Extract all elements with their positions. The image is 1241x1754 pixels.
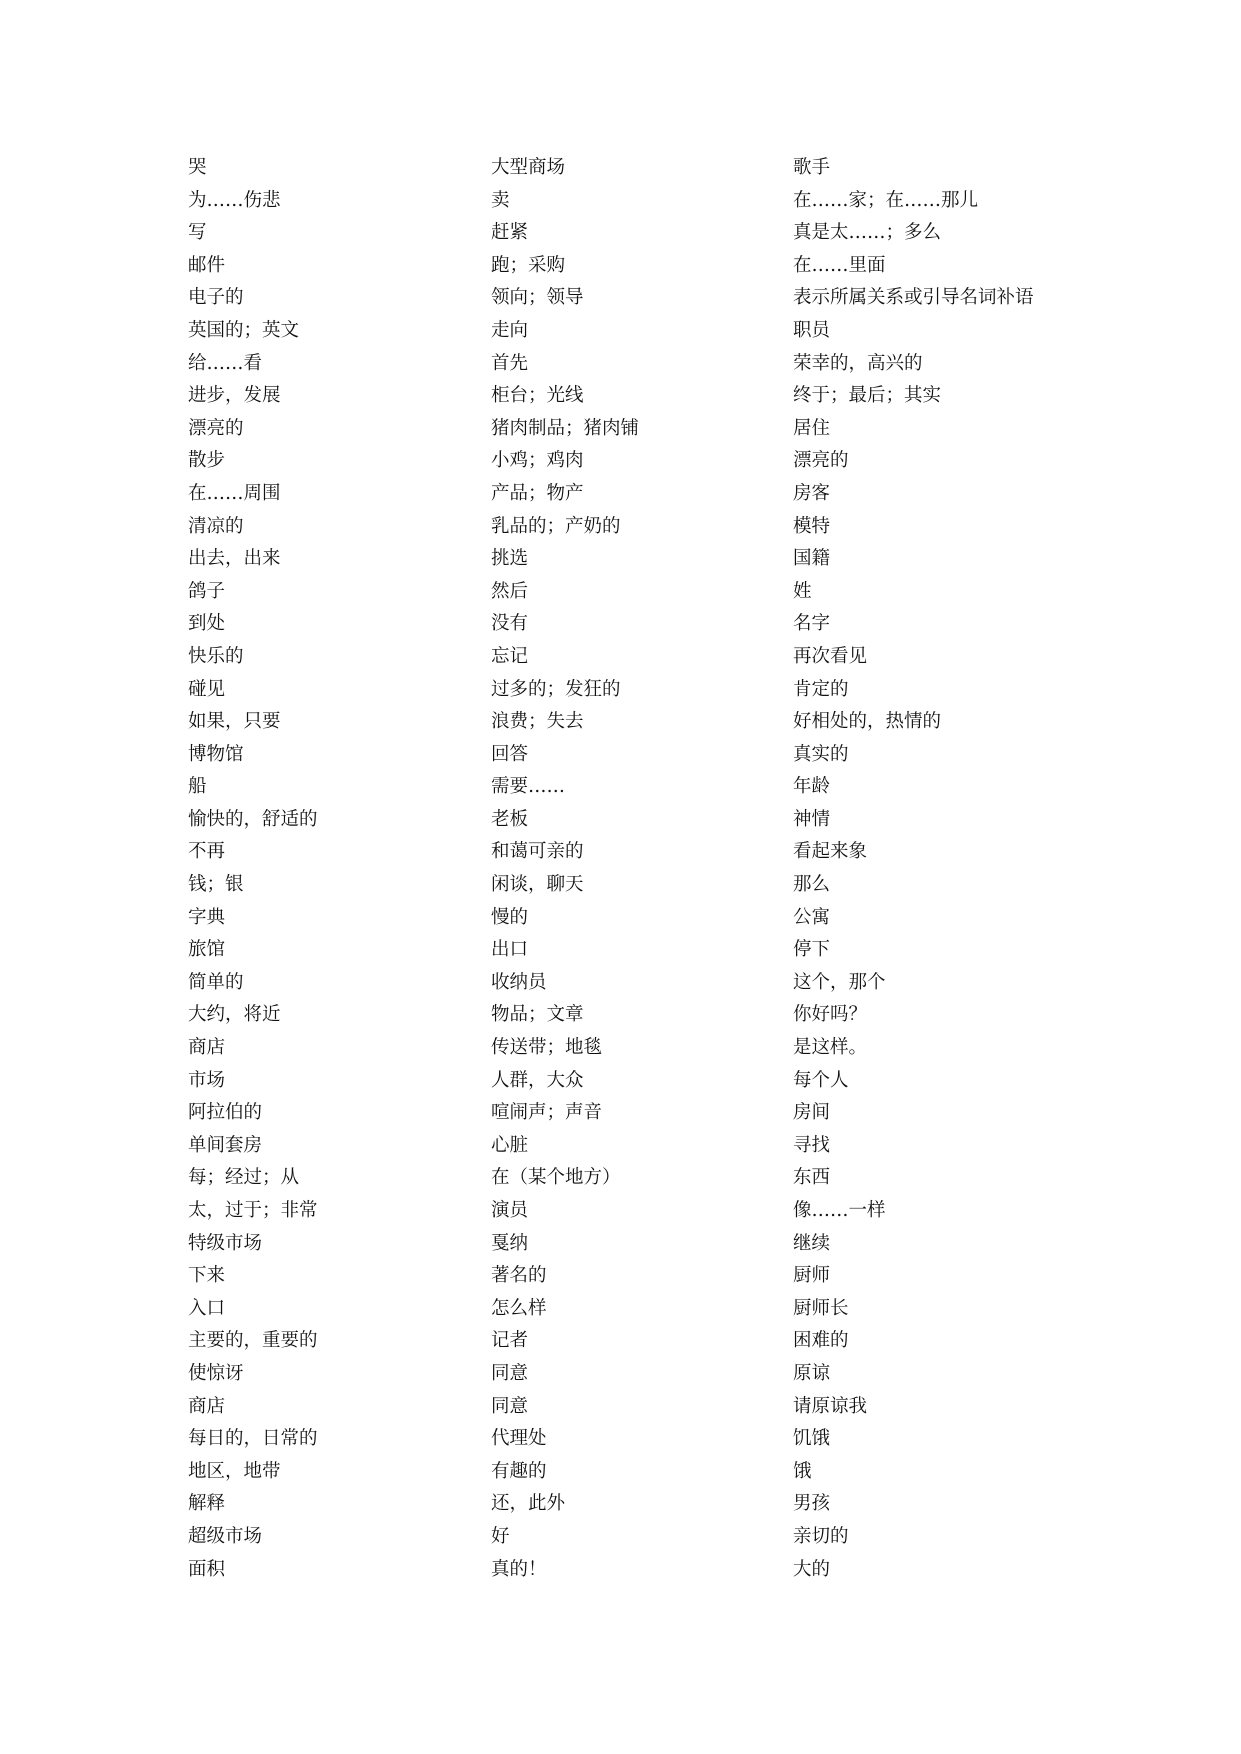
vocabulary-entry: 好相处的，热情的 xyxy=(793,711,942,733)
vocabulary-entry: 漂亮的 xyxy=(188,417,244,439)
vocabulary-entry: 柜台；光线 xyxy=(491,385,584,407)
vocabulary-entry: 你好吗？ xyxy=(793,1004,868,1026)
vocabulary-entry: 碰见 xyxy=(188,678,226,700)
vocabulary-entry: 喧闹声；声音 xyxy=(491,1102,603,1124)
vocabulary-entry: 猪肉制品；猪肉铺 xyxy=(491,417,640,439)
vocabulary-entry: 然后 xyxy=(491,580,529,602)
vocabulary-entry: 不再 xyxy=(188,841,226,863)
vocabulary-entry: 神情 xyxy=(793,808,831,830)
vocabulary-entry: 继续 xyxy=(793,1232,831,1254)
vocabulary-entry: 商店 xyxy=(188,1395,226,1417)
vocabulary-entry: 好 xyxy=(491,1525,510,1547)
vocabulary-entry: 在……家；在……那儿 xyxy=(793,189,979,211)
vocabulary-entry: 乳品的；产奶的 xyxy=(491,515,621,537)
vocabulary-entry: 公寓 xyxy=(793,906,831,928)
vocabulary-entry: 厨师长 xyxy=(793,1297,849,1319)
vocabulary-entry: 跑；采购 xyxy=(491,254,566,276)
vocabulary-entry: 太，过于；非常 xyxy=(188,1200,318,1221)
vocabulary-entry: 每个人 xyxy=(793,1069,849,1091)
vocabulary-entry: 厨师 xyxy=(793,1265,831,1287)
vocabulary-entry: 慢的 xyxy=(491,906,529,928)
vocabulary-entry: 男孩 xyxy=(793,1493,831,1515)
vocabulary-entry: 代理处 xyxy=(491,1428,547,1450)
vocabulary-entry: 旅馆 xyxy=(188,939,226,961)
vocabulary-entry: 主要的，重要的 xyxy=(188,1330,318,1352)
vocabulary-column-1 xyxy=(188,152,458,1586)
vocabulary-entry: 下来 xyxy=(188,1265,226,1287)
vocabulary-entry: 请原谅我 xyxy=(793,1395,868,1417)
vocabulary-entry: 需要…… xyxy=(491,776,566,798)
vocabulary-entry: 人群，大众 xyxy=(491,1069,584,1091)
vocabulary-entry: 使惊讶 xyxy=(188,1362,244,1384)
vocabulary-entry: 单间套房 xyxy=(188,1134,263,1156)
vocabulary-entry: 饥饿 xyxy=(793,1428,831,1450)
vocabulary-entry: 地区，地带 xyxy=(188,1460,281,1482)
vocabulary-entry: 歌手 xyxy=(793,157,831,178)
vocabulary-entry: 这个，那个 xyxy=(793,971,886,993)
vocabulary-entry: 荣幸的，高兴的 xyxy=(793,352,923,374)
vocabulary-entry: 出去，出来 xyxy=(188,548,281,570)
vocabulary-entry: 物品；文章 xyxy=(491,1004,584,1026)
vocabulary-entry: 漂亮的 xyxy=(793,450,849,472)
vocabulary-entry: 进步，发展 xyxy=(188,385,281,407)
vocabulary-entry: 快乐的 xyxy=(188,645,244,667)
vocabulary-entry: 每日的，日常的 xyxy=(188,1428,318,1450)
vocabulary-entry: 和蔼可亲的 xyxy=(491,841,584,863)
vocabulary-entry: 亲切的 xyxy=(793,1525,849,1547)
vocabulary-entry: 没有 xyxy=(491,613,529,635)
vocabulary-entry: 大的 xyxy=(793,1558,831,1580)
vocabulary-entry: 模特 xyxy=(793,515,831,537)
vocabulary-entry: 肯定的 xyxy=(793,678,849,700)
vocabulary-entry: 领向；领导 xyxy=(491,287,584,309)
vocabulary-entry: 解释 xyxy=(188,1493,226,1515)
vocabulary-entry: 像……一样 xyxy=(793,1200,886,1221)
vocabulary-entry: 邮件 xyxy=(188,254,226,276)
vocabulary-entry: 真实的 xyxy=(793,743,849,765)
vocabulary-entry: 困难的 xyxy=(793,1330,849,1352)
vocabulary-entry: 在……周围 xyxy=(188,482,281,504)
vocabulary-entry: 清凉的 xyxy=(188,515,244,537)
vocabulary-entry: 过多的；发狂的 xyxy=(491,678,621,700)
vocabulary-entry: 回答 xyxy=(491,743,529,765)
vocabulary-entry: 散步 xyxy=(188,450,226,472)
vocabulary-entry: 博物馆 xyxy=(188,743,244,765)
vocabulary-entry: 给……看 xyxy=(188,352,263,374)
vocabulary-entry: 年龄 xyxy=(793,776,831,798)
vocabulary-entry: 终于；最后；其实 xyxy=(793,385,942,407)
vocabulary-entry: 特级市场 xyxy=(188,1232,263,1254)
vocabulary-entry: 卖 xyxy=(491,189,510,211)
vocabulary-entry: 那么 xyxy=(793,874,831,896)
vocabulary-entry: 到处 xyxy=(188,613,226,635)
vocabulary-entry: 老板 xyxy=(491,808,529,830)
vocabulary-entry: 怎么样 xyxy=(491,1297,547,1319)
vocabulary-entry: 走向 xyxy=(491,319,529,341)
vocabulary-entry: 是这样。 xyxy=(793,1037,868,1059)
vocabulary-entry: 还，此外 xyxy=(491,1493,566,1515)
vocabulary-entry: 赶紧 xyxy=(491,222,529,244)
vocabulary-entry: 为……伤悲 xyxy=(188,189,281,211)
vocabulary-entry: 真的！ xyxy=(491,1558,547,1580)
vocabulary-entry: 愉快的，舒适的 xyxy=(188,808,318,830)
vocabulary-entry: 字典 xyxy=(188,906,226,928)
vocabulary-entry: 在（某个地方） xyxy=(491,1167,621,1189)
vocabulary-entry: 鸽子 xyxy=(188,580,226,602)
vocabulary-entry: 东西 xyxy=(793,1167,831,1189)
vocabulary-entry: 出口 xyxy=(491,939,529,961)
vocabulary-entry: 每；经过；从 xyxy=(188,1167,300,1189)
vocabulary-entry: 入口 xyxy=(188,1297,226,1319)
vocabulary-entry: 国籍 xyxy=(793,548,831,570)
vocabulary-entry: 原谅 xyxy=(793,1362,831,1384)
vocabulary-entry: 姓 xyxy=(793,580,812,602)
vocabulary-entry: 市场 xyxy=(188,1069,226,1091)
vocabulary-entry: 小鸡；鸡肉 xyxy=(491,450,584,472)
vocabulary-entry: 表示所属关系或引导名词补语 xyxy=(793,287,1034,309)
vocabulary-entry: 电子的 xyxy=(188,287,244,309)
vocabulary-entry: 面积 xyxy=(188,1558,226,1580)
vocabulary-entry: 如果，只要 xyxy=(188,711,281,733)
vocabulary-entry: 心脏 xyxy=(491,1134,529,1156)
vocabulary-entry: 再次看见 xyxy=(793,645,868,667)
vocabulary-entry: 演员 xyxy=(491,1200,529,1221)
vocabulary-entry: 收纳员 xyxy=(491,971,547,993)
vocabulary-entry: 闲谈，聊天 xyxy=(491,874,584,896)
vocabulary-entry: 著名的 xyxy=(491,1265,547,1287)
vocabulary-entry: 写 xyxy=(188,222,207,244)
vocabulary-entry: 停下 xyxy=(793,939,831,961)
vocabulary-entry: 记者 xyxy=(491,1330,529,1352)
vocabulary-entry: 名字 xyxy=(793,613,831,635)
vocabulary-entry: 有趣的 xyxy=(491,1460,547,1482)
vocabulary-column-2 xyxy=(491,152,761,1586)
vocabulary-entry: 挑选 xyxy=(491,548,529,570)
vocabulary-entry: 饿 xyxy=(793,1460,812,1482)
vocabulary-entry: 阿拉伯的 xyxy=(188,1102,263,1124)
vocabulary-entry: 房客 xyxy=(793,482,831,504)
vocabulary-entry: 产品；物产 xyxy=(491,482,584,504)
vocabulary-entry: 钱；银 xyxy=(188,874,244,896)
vocabulary-entry: 同意 xyxy=(491,1395,529,1417)
vocabulary-entry: 首先 xyxy=(491,352,529,374)
vocabulary-column-3 xyxy=(793,152,1093,1586)
vocabulary-entry: 房间 xyxy=(793,1102,831,1124)
vocabulary-entry: 同意 xyxy=(491,1362,529,1384)
vocabulary-entry: 大型商场 xyxy=(491,157,566,178)
vocabulary-entry: 英国的；英文 xyxy=(188,319,300,341)
vocabulary-entry: 居住 xyxy=(793,417,831,439)
vocabulary-entry: 商店 xyxy=(188,1037,226,1059)
vocabulary-entry: 超级市场 xyxy=(188,1525,263,1547)
vocabulary-entry: 船 xyxy=(188,776,207,798)
vocabulary-entry: 大约，将近 xyxy=(188,1004,281,1026)
vocabulary-entry: 真是太……；多么 xyxy=(793,222,942,244)
vocabulary-entry: 忘记 xyxy=(491,645,529,667)
vocabulary-entry: 浪费；失去 xyxy=(491,711,584,733)
vocabulary-entry: 寻找 xyxy=(793,1134,831,1156)
vocabulary-entry: 看起来象 xyxy=(793,841,868,863)
vocabulary-entry: 戛纳 xyxy=(491,1232,529,1254)
vocabulary-entry: 哭 xyxy=(188,157,207,178)
vocabulary-entry: 职员 xyxy=(793,319,831,341)
vocabulary-entry: 在……里面 xyxy=(793,254,886,276)
vocabulary-entry: 简单的 xyxy=(188,971,244,993)
vocabulary-entry: 传送带；地毯 xyxy=(491,1037,603,1059)
